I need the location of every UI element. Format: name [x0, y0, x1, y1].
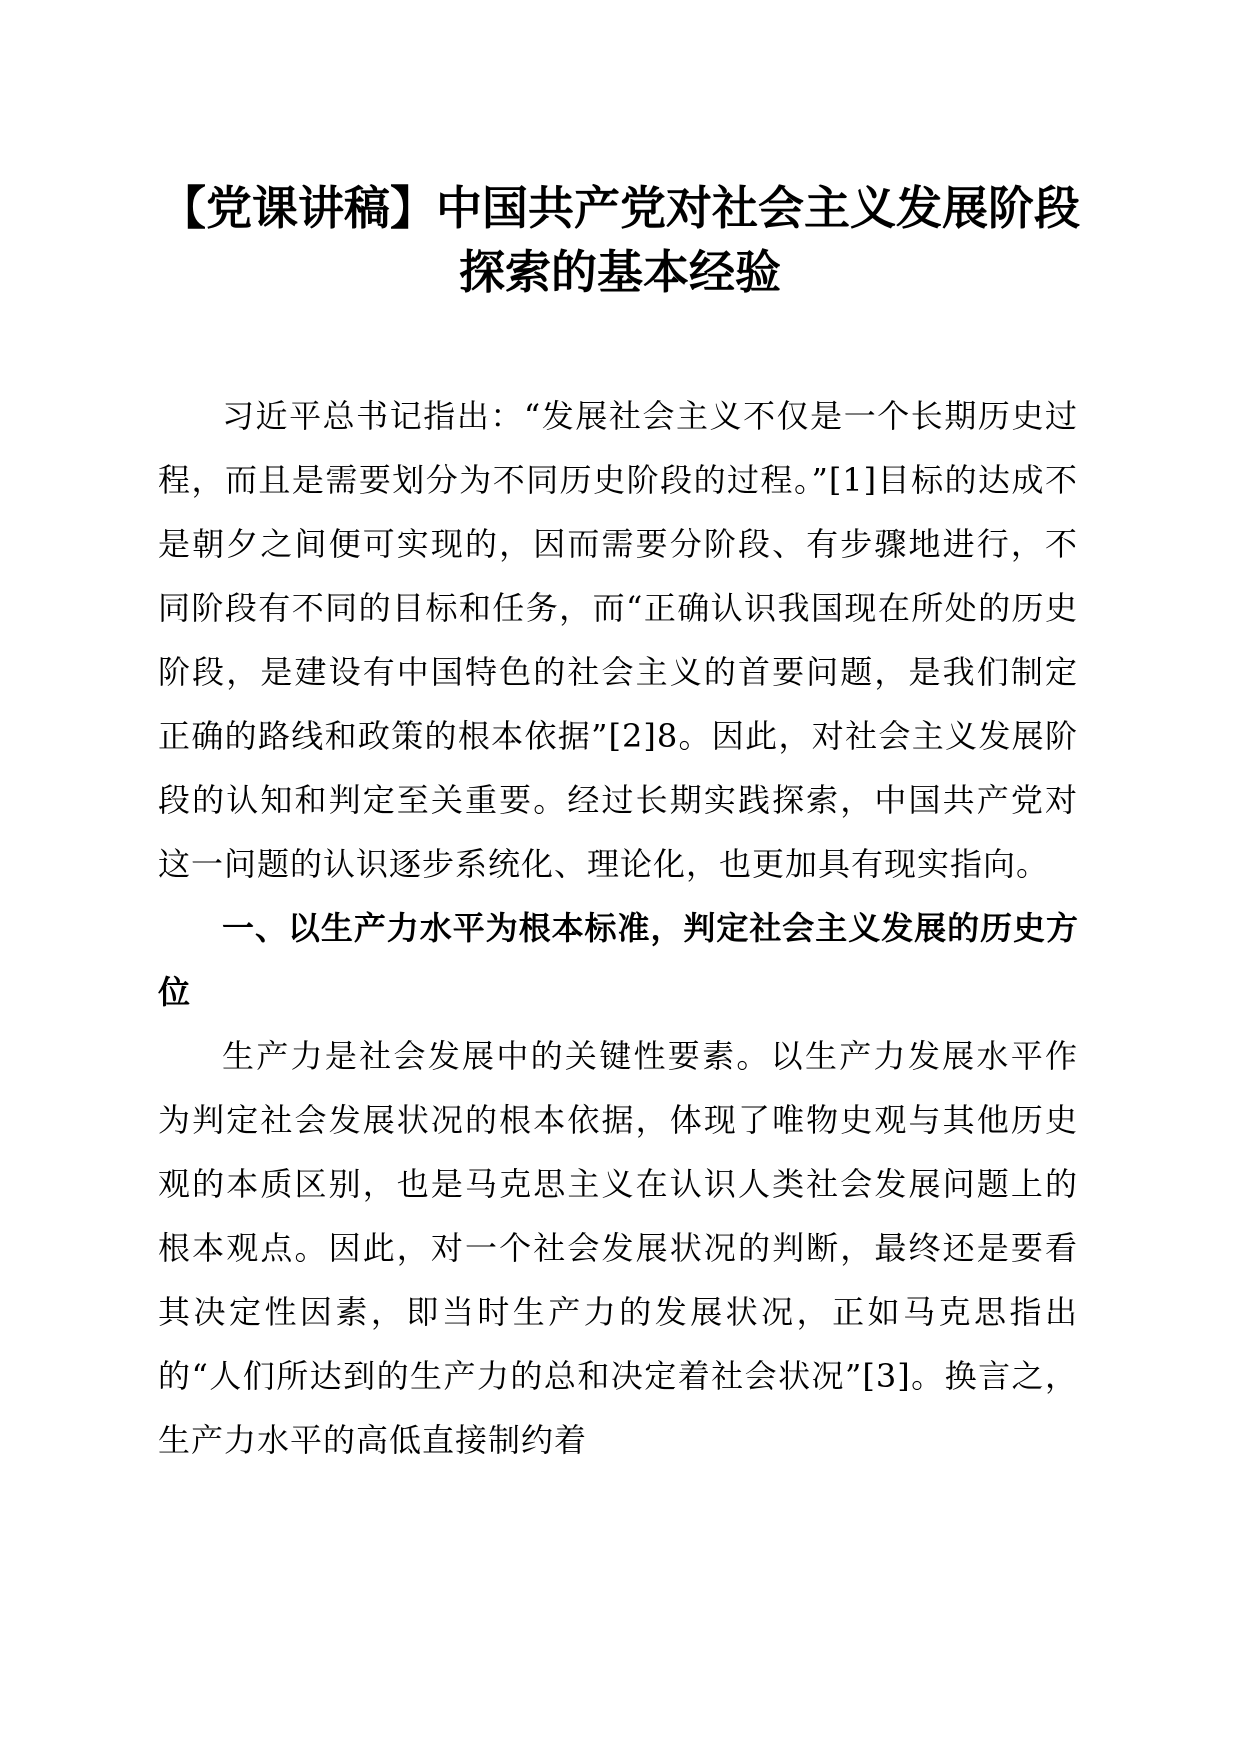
document-title [150, 176, 1090, 304]
document-title-line-2: 探索的基本经验 [459, 245, 781, 299]
section-heading-1: 一、以生产力水平为根本标准，判定社会主义发展的历史方位 [158, 909, 1078, 1011]
document-title-line-1: 【党课讲稿】中国共产党对社会主义发展阶段 [160, 181, 1080, 235]
document-body [158, 384, 1078, 1472]
paragraph-productivity: 生产力是社会发展中的关键性要素。以生产力发展水平作为判定社会发展状况的根本依据，体现了唯物史观与其他历史观的本质区别，也是马克思主义在认识人类社会发展问题上的根本观点。因此，对一个社会发展状况的判断，最终还是要看其决定性因素，即当时生产力的发展状况，正如马克思指出的“人们所达到的生产力的总和决定着社会状况”[3]。换言之，生产力水平的高低直接制约着 [158, 1037, 1078, 1459]
paragraph-intro: 习近平总书记指出：“发展社会主义不仅是一个长期历史过程，而且是需要划分为不同历史阶段的过程。”[1]目标的达成不是朝夕之间便可实现的，因而需要分阶段、有步骤地进行，不同阶段有不同的目标和任务，而“正确认识我国现在所处的历史阶段，是建设有中国特色的社会主义的首要问题，是我们制定正确的路线和政策的根本依据”[2]8。因此，对社会主义发展阶段的认知和判定至关重要。经过长期实践探索，中国共产党对这一问题的认识逐步系统化、理论化，也更加具有现实指向。 [158, 397, 1078, 883]
